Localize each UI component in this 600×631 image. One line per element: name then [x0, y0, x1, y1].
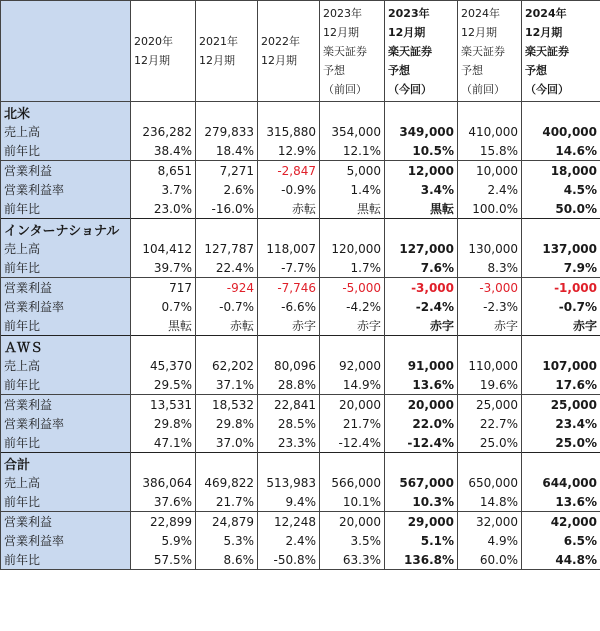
column-header: 2021年 12月期	[196, 1, 258, 102]
value-cell: 2.4%	[458, 180, 522, 199]
value-cell: -2.3%	[458, 297, 522, 316]
table-row	[1, 122, 600, 141]
value-cell: 127,000	[385, 239, 458, 258]
value-cell: 513,983	[258, 473, 320, 492]
value-cell: 8.3%	[458, 258, 522, 278]
section-title: 合計	[1, 453, 131, 474]
value-cell: 10.1%	[320, 492, 385, 512]
value-cell: -0.7%	[522, 297, 600, 316]
empty-cell	[258, 336, 320, 357]
value-cell: 20,000	[385, 395, 458, 415]
value-cell: 28.8%	[258, 375, 320, 395]
table-row	[1, 161, 600, 181]
row-label: 売上高	[1, 122, 131, 141]
value-cell: 127,787	[196, 239, 258, 258]
empty-cell	[131, 102, 196, 123]
column-header: 2023年 12月期 楽天証券 予想 （今回）	[385, 1, 458, 102]
row-label: 前年比	[1, 375, 131, 395]
value-cell: 黒転	[131, 316, 196, 336]
value-cell: 104,412	[131, 239, 196, 258]
value-cell: 4.9%	[458, 531, 522, 550]
value-cell: 赤転	[258, 199, 320, 219]
value-cell: 1.7%	[320, 258, 385, 278]
value-cell: 62,202	[196, 356, 258, 375]
value-cell: 3.4%	[385, 180, 458, 199]
value-cell: 20,000	[320, 512, 385, 532]
value-cell: 7,271	[196, 161, 258, 181]
empty-cell	[458, 102, 522, 123]
section-title: インターナショナル	[1, 219, 131, 240]
value-cell: -16.0%	[196, 199, 258, 219]
value-cell: 19.6%	[458, 375, 522, 395]
section-header-row	[1, 102, 600, 123]
value-cell: 13.6%	[522, 492, 600, 512]
value-cell: 赤字	[320, 316, 385, 336]
value-cell: 23.3%	[258, 433, 320, 453]
value-cell: 2.4%	[258, 531, 320, 550]
value-cell: -6.6%	[258, 297, 320, 316]
table-row	[1, 199, 600, 219]
value-cell: -5,000	[320, 278, 385, 298]
column-header: 2024年 12月期 楽天証券 予想 （今回）	[522, 1, 600, 102]
value-cell: 赤字	[458, 316, 522, 336]
value-cell: 24,879	[196, 512, 258, 532]
value-cell: 37.1%	[196, 375, 258, 395]
section-header-row	[1, 219, 600, 240]
row-label: 前年比	[1, 550, 131, 570]
section-title: ＡＷＳ	[1, 336, 131, 357]
value-cell: 38.4%	[131, 141, 196, 161]
value-cell: 354,000	[320, 122, 385, 141]
table-row	[1, 278, 600, 298]
value-cell: 63.3%	[320, 550, 385, 570]
value-cell: 12,000	[385, 161, 458, 181]
value-cell: 47.1%	[131, 433, 196, 453]
value-cell: 29.8%	[196, 414, 258, 433]
value-cell: 7.6%	[385, 258, 458, 278]
row-label: 営業利益率	[1, 414, 131, 433]
table-row	[1, 239, 600, 258]
value-cell: 18.4%	[196, 141, 258, 161]
row-label: 営業利益	[1, 278, 131, 298]
value-cell: 3.5%	[320, 531, 385, 550]
value-cell: 5.3%	[196, 531, 258, 550]
value-cell: 29.5%	[131, 375, 196, 395]
value-cell: 29,000	[385, 512, 458, 532]
value-cell: 22.4%	[196, 258, 258, 278]
row-label: 営業利益率	[1, 180, 131, 199]
table-row	[1, 433, 600, 453]
value-cell: 23.0%	[131, 199, 196, 219]
empty-cell	[385, 336, 458, 357]
value-cell: 14.6%	[522, 141, 600, 161]
value-cell: 469,822	[196, 473, 258, 492]
value-cell: 566,000	[320, 473, 385, 492]
value-cell: 赤字	[385, 316, 458, 336]
empty-cell	[196, 102, 258, 123]
value-cell: 120,000	[320, 239, 385, 258]
value-cell: 25.0%	[458, 433, 522, 453]
header-row	[1, 1, 600, 102]
empty-cell	[458, 219, 522, 240]
value-cell: 349,000	[385, 122, 458, 141]
value-cell: -4.2%	[320, 297, 385, 316]
value-cell: 25,000	[522, 395, 600, 415]
row-label: 前年比	[1, 258, 131, 278]
value-cell: 39.7%	[131, 258, 196, 278]
empty-cell	[196, 219, 258, 240]
value-cell: 137,000	[522, 239, 600, 258]
empty-cell	[458, 336, 522, 357]
table-row	[1, 395, 600, 415]
value-cell: 13.6%	[385, 375, 458, 395]
empty-cell	[320, 102, 385, 123]
value-cell: 136.8%	[385, 550, 458, 570]
value-cell: 20,000	[320, 395, 385, 415]
value-cell: 60.0%	[458, 550, 522, 570]
value-cell: 12,248	[258, 512, 320, 532]
row-label: 営業利益率	[1, 531, 131, 550]
row-label: 売上高	[1, 356, 131, 375]
value-cell: 18,000	[522, 161, 600, 181]
value-cell: 12.9%	[258, 141, 320, 161]
row-label: 営業利益率	[1, 297, 131, 316]
column-header: 2023年 12月期 楽天証券 予想 （前回）	[320, 1, 385, 102]
section-title: 北米	[1, 102, 131, 123]
value-cell: -12.4%	[385, 433, 458, 453]
table-row	[1, 531, 600, 550]
empty-cell	[522, 102, 600, 123]
value-cell: 37.6%	[131, 492, 196, 512]
value-cell: 15.8%	[458, 141, 522, 161]
empty-cell	[196, 336, 258, 357]
value-cell: 12.1%	[320, 141, 385, 161]
value-cell: 2.6%	[196, 180, 258, 199]
row-label: 営業利益	[1, 395, 131, 415]
value-cell: 315,880	[258, 122, 320, 141]
value-cell: 100.0%	[458, 199, 522, 219]
row-label: 前年比	[1, 316, 131, 336]
value-cell: 8.6%	[196, 550, 258, 570]
empty-cell	[522, 453, 600, 474]
empty-cell	[320, 219, 385, 240]
table-row	[1, 316, 600, 336]
column-header: 2020年 12月期	[131, 1, 196, 102]
value-cell: 37.0%	[196, 433, 258, 453]
row-label: 前年比	[1, 199, 131, 219]
value-cell: -0.9%	[258, 180, 320, 199]
empty-cell	[131, 453, 196, 474]
value-cell: -924	[196, 278, 258, 298]
value-cell: 28.5%	[258, 414, 320, 433]
row-label: 営業利益	[1, 161, 131, 181]
empty-cell	[131, 336, 196, 357]
value-cell: 45,370	[131, 356, 196, 375]
value-cell: -50.8%	[258, 550, 320, 570]
value-cell: 32,000	[458, 512, 522, 532]
value-cell: 赤字	[258, 316, 320, 336]
value-cell: 1.4%	[320, 180, 385, 199]
value-cell: 110,000	[458, 356, 522, 375]
value-cell: -3,000	[385, 278, 458, 298]
section-header-row	[1, 453, 600, 474]
value-cell: 13,531	[131, 395, 196, 415]
row-label: 営業利益	[1, 512, 131, 532]
empty-cell	[258, 219, 320, 240]
table-row	[1, 492, 600, 512]
value-cell: -3,000	[458, 278, 522, 298]
header-corner	[1, 1, 131, 102]
value-cell: 5,000	[320, 161, 385, 181]
value-cell: 92,000	[320, 356, 385, 375]
value-cell: 18,532	[196, 395, 258, 415]
table-row	[1, 473, 600, 492]
value-cell: 410,000	[458, 122, 522, 141]
value-cell: 8,651	[131, 161, 196, 181]
value-cell: 10.5%	[385, 141, 458, 161]
value-cell: 黒転	[385, 199, 458, 219]
value-cell: 130,000	[458, 239, 522, 258]
empty-cell	[258, 453, 320, 474]
value-cell: -0.7%	[196, 297, 258, 316]
empty-cell	[320, 453, 385, 474]
row-label: 前年比	[1, 141, 131, 161]
value-cell: 25,000	[458, 395, 522, 415]
row-label: 前年比	[1, 492, 131, 512]
value-cell: 22.0%	[385, 414, 458, 433]
value-cell: -7.7%	[258, 258, 320, 278]
column-header: 2024年 12月期 楽天証券 予想 （前回）	[458, 1, 522, 102]
value-cell: 17.6%	[522, 375, 600, 395]
value-cell: -2.4%	[385, 297, 458, 316]
value-cell: 22.7%	[458, 414, 522, 433]
value-cell: 29.8%	[131, 414, 196, 433]
value-cell: 717	[131, 278, 196, 298]
value-cell: 236,282	[131, 122, 196, 141]
empty-cell	[385, 219, 458, 240]
table-row	[1, 258, 600, 278]
row-label: 前年比	[1, 433, 131, 453]
value-cell: -7,746	[258, 278, 320, 298]
table-body	[1, 102, 600, 570]
value-cell: 80,096	[258, 356, 320, 375]
value-cell: 6.5%	[522, 531, 600, 550]
row-label: 売上高	[1, 239, 131, 258]
value-cell: 赤転	[196, 316, 258, 336]
value-cell: 42,000	[522, 512, 600, 532]
table-row	[1, 180, 600, 199]
value-cell: -2,847	[258, 161, 320, 181]
value-cell: 25.0%	[522, 433, 600, 453]
value-cell: 7.9%	[522, 258, 600, 278]
value-cell: 10.3%	[385, 492, 458, 512]
table-row	[1, 356, 600, 375]
empty-cell	[385, 453, 458, 474]
table-row	[1, 550, 600, 570]
value-cell: 644,000	[522, 473, 600, 492]
value-cell: 386,064	[131, 473, 196, 492]
empty-cell	[522, 336, 600, 357]
value-cell: 21.7%	[320, 414, 385, 433]
value-cell: 5.9%	[131, 531, 196, 550]
value-cell: 50.0%	[522, 199, 600, 219]
value-cell: 22,841	[258, 395, 320, 415]
value-cell: 黒転	[320, 199, 385, 219]
empty-cell	[258, 102, 320, 123]
value-cell: 23.4%	[522, 414, 600, 433]
value-cell: -1,000	[522, 278, 600, 298]
table-row	[1, 375, 600, 395]
empty-cell	[131, 219, 196, 240]
value-cell: 9.4%	[258, 492, 320, 512]
empty-cell	[522, 219, 600, 240]
value-cell: 44.8%	[522, 550, 600, 570]
row-label: 売上高	[1, 473, 131, 492]
value-cell: 3.7%	[131, 180, 196, 199]
value-cell: 91,000	[385, 356, 458, 375]
column-header: 2022年 12月期	[258, 1, 320, 102]
value-cell: 14.9%	[320, 375, 385, 395]
value-cell: -12.4%	[320, 433, 385, 453]
value-cell: 4.5%	[522, 180, 600, 199]
value-cell: 21.7%	[196, 492, 258, 512]
empty-cell	[458, 453, 522, 474]
value-cell: 650,000	[458, 473, 522, 492]
value-cell: 0.7%	[131, 297, 196, 316]
value-cell: 14.8%	[458, 492, 522, 512]
value-cell: 10,000	[458, 161, 522, 181]
value-cell: 107,000	[522, 356, 600, 375]
empty-cell	[320, 336, 385, 357]
table-row	[1, 512, 600, 532]
value-cell: 400,000	[522, 122, 600, 141]
table-row	[1, 414, 600, 433]
table-row	[1, 141, 600, 161]
table-row	[1, 297, 600, 316]
value-cell: 279,833	[196, 122, 258, 141]
value-cell: 57.5%	[131, 550, 196, 570]
value-cell: 118,007	[258, 239, 320, 258]
value-cell: 567,000	[385, 473, 458, 492]
value-cell: 5.1%	[385, 531, 458, 550]
value-cell: 22,899	[131, 512, 196, 532]
value-cell: 赤字	[522, 316, 600, 336]
empty-cell	[385, 102, 458, 123]
section-header-row	[1, 336, 600, 357]
empty-cell	[196, 453, 258, 474]
